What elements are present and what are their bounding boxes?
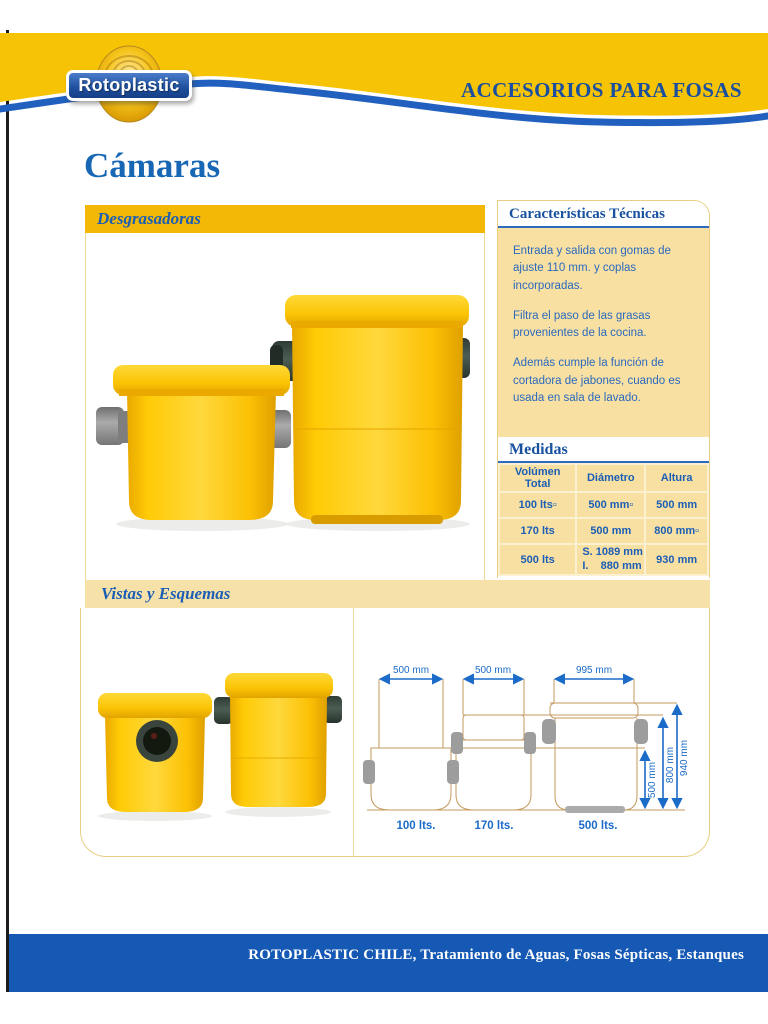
volume-label: 170 lts. bbox=[474, 820, 514, 832]
banner-title: ACCESORIOS PARA FOSAS bbox=[460, 78, 742, 102]
cell-diametro bbox=[576, 544, 645, 575]
width-label: 995 mm bbox=[575, 665, 613, 676]
cell-altura: 500 mm bbox=[645, 492, 708, 518]
vistas-panel bbox=[80, 608, 710, 857]
medidas-title: Medidas bbox=[498, 439, 709, 463]
tall-tank bbox=[270, 295, 470, 524]
cell-volumen: 500 lts bbox=[499, 544, 576, 575]
table-row bbox=[499, 518, 708, 544]
volume-label: 100 lts. bbox=[396, 820, 436, 832]
spec-paragraph: Entrada y salida con gomas de ajuste 110 mm. y coplas incorporadas. bbox=[513, 245, 671, 292]
cell-volumen: 170 lts bbox=[499, 518, 576, 544]
width-label: 500 mm bbox=[392, 665, 430, 676]
col-header-volumen: Volúmen Total bbox=[499, 464, 576, 492]
cell-diametro: 500 mm bbox=[576, 518, 645, 544]
product-photo-main bbox=[85, 233, 485, 580]
tall-tank-front bbox=[214, 673, 342, 807]
height-label: 500 mm bbox=[647, 761, 658, 799]
section-vistas-header bbox=[85, 580, 710, 608]
height-label: 800 mm bbox=[665, 746, 676, 784]
pipe-nubs bbox=[363, 719, 648, 813]
logo-text: Rotoplastic bbox=[66, 70, 192, 101]
table-row bbox=[499, 492, 708, 518]
col-header-diametro: Diámetro bbox=[576, 464, 645, 492]
page-title: Cámaras bbox=[84, 146, 221, 185]
dimension-drawing bbox=[353, 608, 709, 857]
table-row bbox=[499, 544, 708, 575]
tech-panel bbox=[497, 200, 710, 578]
section-desgrasadoras-header bbox=[85, 205, 485, 233]
medidas-table bbox=[498, 463, 709, 576]
spec-paragraph: Además cumple la función de cortadora de jabones, cuando es usada en sala de lavado. bbox=[513, 357, 681, 404]
grease-trap-photo bbox=[86, 233, 486, 580]
desgrasadoras-label: Desgrasadoras bbox=[97, 209, 201, 228]
scan-edge-line bbox=[6, 30, 9, 992]
width-label: 500 mm bbox=[474, 665, 512, 676]
cell-diametro-line2: I. 880 mm bbox=[582, 559, 642, 572]
caracteristicas-title: Características Técnicas bbox=[498, 201, 709, 228]
cell-volumen: 100 lts▫ bbox=[499, 492, 576, 518]
spec-paragraph: Filtra el paso de las grasas provenientes de la cocina. bbox=[513, 309, 651, 339]
cell-diametro-line1: S. 1089 mm bbox=[582, 546, 643, 559]
caracteristicas-body bbox=[498, 228, 709, 437]
vistas-label: Vistas y Esquemas bbox=[101, 584, 231, 603]
col-header-altura: Altura bbox=[645, 464, 708, 492]
footer-text: ROTOPLASTIC CHILE, Tratamiento de Aguas, Fosas Sépticas, Estanques bbox=[248, 947, 744, 963]
panel-divider bbox=[353, 608, 354, 856]
cell-altura: 930 mm bbox=[645, 544, 708, 575]
footer-bar bbox=[9, 934, 768, 992]
volume-label: 500 lts. bbox=[578, 820, 618, 832]
front-view-photo bbox=[86, 608, 353, 857]
product-photo-front bbox=[81, 608, 353, 857]
cell-altura: 800 mm▫ bbox=[645, 518, 708, 544]
header-band bbox=[0, 30, 768, 142]
cell-diametro: 500 mm▫ bbox=[576, 492, 645, 518]
rotoplastic-logo bbox=[66, 44, 192, 126]
height-label: 940 mm bbox=[679, 739, 690, 777]
short-tank-front bbox=[98, 693, 212, 812]
short-tank bbox=[96, 365, 291, 520]
dimension-diagram bbox=[353, 608, 709, 857]
